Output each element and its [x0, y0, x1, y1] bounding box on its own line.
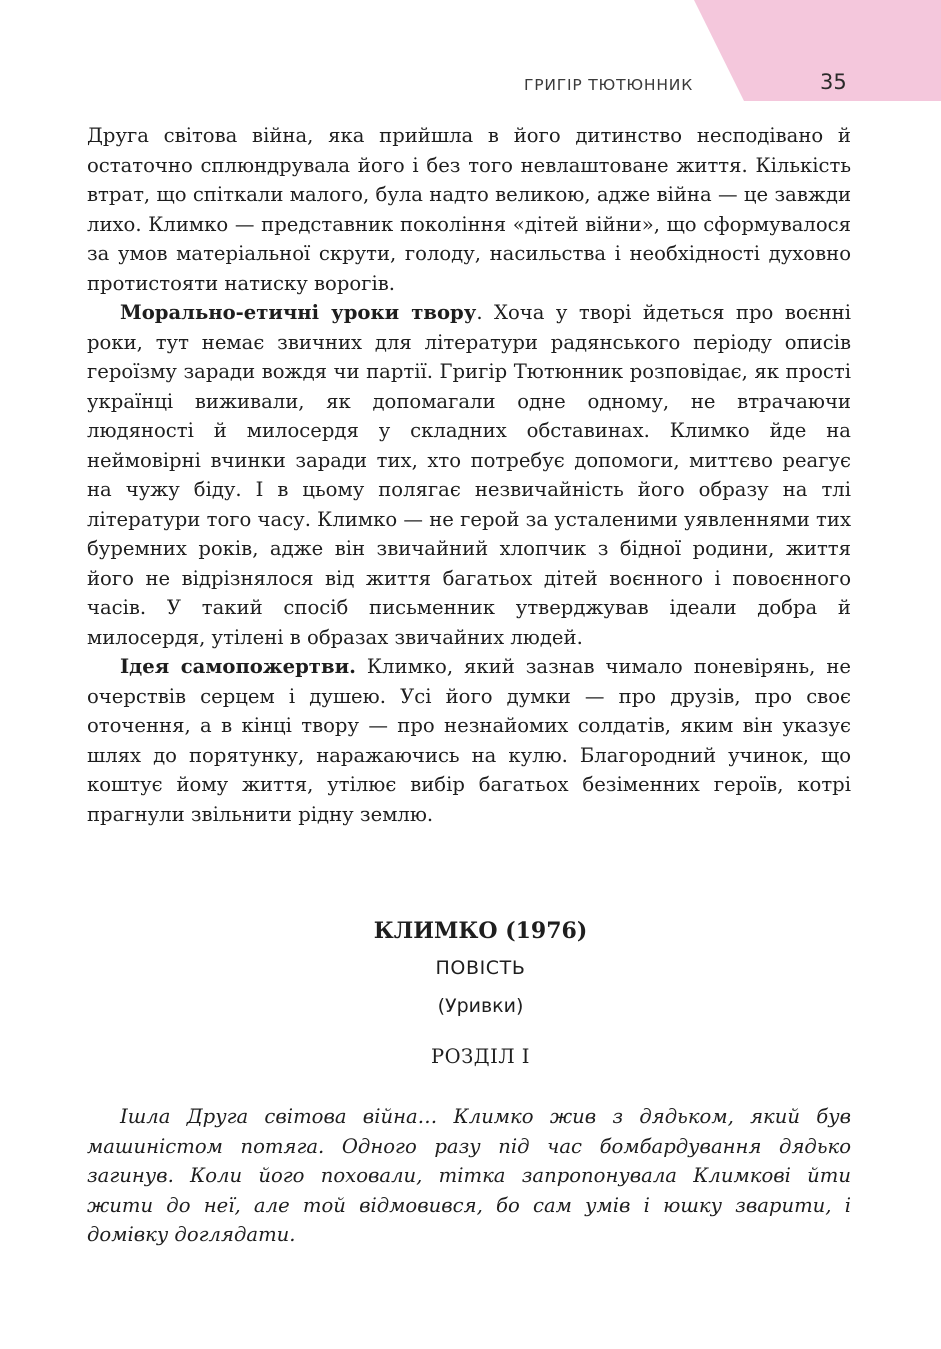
paragraph-text-sacrifice: Климко, який зазнав чимало поневірянь, не очерствів серцем і душею. Усі його думки — про друзів, про своє оточення, а в кінці твору — про незнайомих солдатів, яким він указує шлях до порятунку, наражаючись на кулю. Благородний учинок, що коштує йому життя, утілює вибір багатьох безіменних героїв, котрі прагнули звільнити рідну землю. — [87, 655, 851, 826]
work-genre: ПОВІСТЬ — [435, 957, 526, 979]
running-head: ГРИГІР ТЮТЮННИК — [524, 76, 694, 94]
paragraph-war-childhood: Друга світова війна, яка прийшла в його дитинство несподівано й остаточно сплюндрувала його і без того невлаштоване життя. Кількість втрат, що спіткали малого, була надто великою, адже війна — це завжди лихо. Климко — представник покоління «дітей війни», що сформувалося за умов матеріальної скрути, голоду, насильства і необхідності духовно протистояти натиску ворогів. — [87, 124, 851, 295]
paragraph-moral-lessons — [87, 298, 851, 652]
excerpt-note: (Уривки) — [437, 995, 524, 1017]
paragraph-text-moral: . Хоча у творі йдеться про воєнні роки, тут немає звичних для літератури радянського періоду описів героїзму заради вождя чи партії. Григір Тютюнник розповідає, як прості українці виживали, як допомагали одне одному, не втрачаючи людяності й милосердя у складних обставинах. Климко йде на неймовірні вчинки заради тих, хто потребує допомоги, миттєво реагує на чужу біду. І в цьому полягає незвичайність його образу на тлі літератури того часу. Климко — не герой за усталеними уявленнями тих буремних років, адже він звичайний хлопчик з бідної родини, життя його не відрізнялося від життя багатьох дітей воєнного і повоєнного часів. У такий спосіб письменник утверджував ідеали добра й милосердя, утілені в образах звичайних людей. — [87, 301, 852, 649]
body-text — [87, 121, 851, 829]
paragraph-self-sacrifice — [87, 652, 851, 829]
chapter-heading: РОЗДІЛ І — [431, 1045, 530, 1068]
paragraph-heading-moral: Морально-етичні уроки твору — [120, 301, 477, 324]
work-title: КЛИМКО (1976) — [373, 918, 588, 944]
paragraph-heading-sacrifice: Ідея самопожертви. — [120, 655, 356, 678]
chapter-synopsis: Ішла Друга світова війна… Климко жив з дядьком, який був машиністом потяга. Одного разу під час бомбардування дядько загинув. Коли його поховали, тітка запропонувала Климкові йти жити до неї, але той відмовився, бо сам умів і юшку зварити, і домівку доглядати. — [87, 1105, 851, 1246]
corner-decoration — [694, 0, 941, 101]
page-number: 35 — [820, 70, 847, 94]
